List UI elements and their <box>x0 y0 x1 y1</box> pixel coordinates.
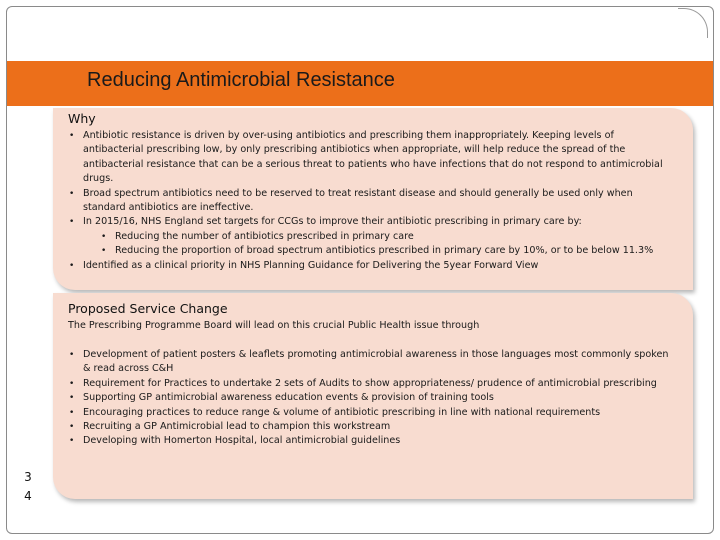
change-item-audits: • Requirement for Practices to undertake 2 sets of Audits to show appropriateness/ prudence of antimicrobial prescribing <box>65 377 675 391</box>
why-panel <box>53 108 693 290</box>
why-item-broad-spectrum: • Broad spectrum antibiotics need to be reserved to treat resistant disease and should generally be used only when standard antibiotics are ineffective. <box>65 187 673 216</box>
why-heading: Why <box>68 111 96 126</box>
slide-title: Reducing Antimicrobial Resistance <box>87 69 395 91</box>
why-item-clinical-priority: • Identified as a clinical priority in NHS Planning Guidance for Delivering the 5year Forward View <box>65 259 673 273</box>
change-item-posters: • Development of patient posters & leaflets promoting antimicrobial awareness in those languages most commonly spoken & read across C&H <box>65 348 675 377</box>
change-item-education: • Supporting GP antimicrobial awareness education events & provision of training tools <box>65 391 675 405</box>
service-change-heading: Proposed Service Change <box>68 301 228 316</box>
change-item-gp-lead: • Recruiting a GP Antimicrobial lead to champion this workstream <box>65 420 675 434</box>
service-change-intro: The Prescribing Programme Board will lead on this crucial Public Health issue through <box>68 320 480 331</box>
why-subitem-reduce-number: • Reducing the number of antibiotics prescribed in primary care <box>65 230 673 244</box>
service-change-panel <box>53 293 693 499</box>
slide-number-digit-2: 4 <box>24 489 32 503</box>
why-item-targets: • In 2015/16, NHS England set targets for CCGs to improve their antibiotic prescribing in primary care by: <box>65 215 673 229</box>
why-subitem-reduce-proportion: • Reducing the proportion of broad spectrum antibiotics prescribed in primary care by 10%, or to be below 11.3% <box>65 244 673 258</box>
change-item-guidelines: • Developing with Homerton Hospital, local antimicrobial guidelines <box>65 434 675 448</box>
slide-number-digit-1: 3 <box>24 470 32 484</box>
service-change-list <box>65 348 675 449</box>
title-bar <box>7 61 713 106</box>
change-item-reduce-range: • Encouraging practices to reduce range & volume of antibiotic prescribing in line with national requirements <box>65 406 675 420</box>
slide-number <box>22 468 34 506</box>
why-item-resistance: • Antibiotic resistance is driven by over-using antibiotics and prescribing them inappropriately. Keeping levels of antibacterial prescribing low, by only prescribing antibiotics when appropriate, will help reduce the spread of the antibacterial resistance that can be a serious threat to patients who have infections that do not respond to antimicrobial drugs. <box>65 129 673 187</box>
why-list <box>65 129 673 273</box>
